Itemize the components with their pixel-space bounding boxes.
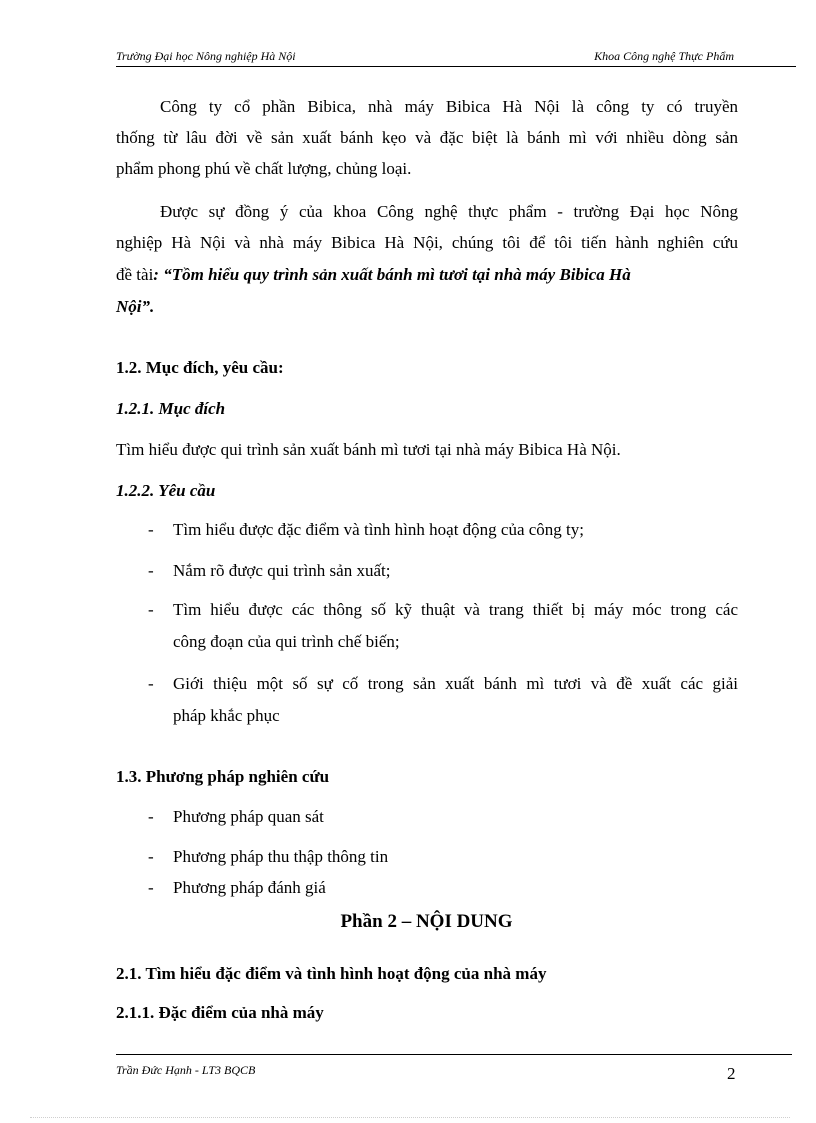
bullet-dash: -	[148, 600, 154, 619]
method-1: Phương pháp quan sát	[173, 807, 324, 826]
intro-p1-line2: thống từ lâu đời về sản xuất bánh kẹo và đặc biệt là bánh mì với nhiều dòng sản	[116, 128, 738, 147]
section-1-2-1-title: 1.2.1. Mục đích	[116, 399, 226, 418]
method-2: Phương pháp thu thập thông tin	[173, 847, 389, 866]
header-faculty: Khoa Công nghệ Thực Phẩm	[594, 49, 734, 63]
intro-p2-line1: Được sự đồng ý của khoa Công nghệ thực phẩm - trường Đại học Nông	[160, 202, 738, 221]
topic-title: : “Tồm hiểu quy trình sản xuất bánh mì tươi tại nhà máy Bibica Hà	[153, 265, 631, 284]
bullet-dash: -	[148, 847, 154, 866]
section-1-2-title: 1.2. Mục đích, yêu cầu:	[116, 358, 284, 377]
page-bottom-dotted-rule	[30, 1117, 790, 1118]
bullet-dash: -	[148, 674, 154, 693]
requirement-3-line1: Tìm hiểu được các thông số kỹ thuật và trang thiết bị máy móc trong các	[173, 600, 738, 619]
section-1-2-2-title: 1.2.2. Yêu cầu	[116, 481, 216, 500]
header-university: Trường Đại học Nông nghiệp Hà Nội	[116, 49, 296, 63]
requirement-2: Nắm rõ được qui trình sản xuất;	[173, 561, 391, 580]
requirement-3-line2: công đoạn của qui trình chế biến;	[173, 632, 400, 651]
requirement-4-line2: pháp khắc phục	[173, 706, 280, 725]
section-2-1-title: 2.1. Tìm hiểu đặc điểm và tình hình hoạt động của nhà máy	[116, 964, 547, 983]
section-1-3-title: 1.3. Phương pháp nghiên cứu	[116, 767, 330, 786]
section-2-1-1-title: 2.1.1. Đặc điểm của nhà máy	[116, 1003, 324, 1022]
bullet-dash: -	[148, 878, 154, 897]
intro-p1-line1: Công ty cổ phần Bibica, nhà máy Bibica Hà Nội là công ty có truyền	[160, 97, 738, 116]
bullet-dash: -	[148, 807, 154, 826]
part-2-title: Phần 2 – NỘI DUNG	[340, 911, 513, 932]
requirement-1: Tìm hiểu được đặc điểm và tình hình hoạt động của công ty;	[173, 520, 584, 539]
method-3: Phương pháp đánh giá	[173, 878, 326, 897]
intro-p2-line3	[116, 265, 738, 284]
page-header	[116, 49, 796, 67]
footer-rule	[116, 1054, 792, 1055]
section-1-2-1-text: Tìm hiểu được qui trình sản xuất bánh mì tươi tại nhà máy Bibica Hà Nội.	[116, 440, 621, 459]
topic-title-end: Nội”.	[116, 297, 155, 316]
requirement-4-line1: Giới thiệu một số sự cố trong sản xuất bánh mì tươi và đề xuất các giải	[173, 674, 738, 693]
footer-author: Trần Đức Hạnh - LT3 BQCB	[116, 1063, 256, 1077]
page-number: 2	[727, 1064, 736, 1083]
bullet-dash: -	[148, 561, 154, 580]
intro-p2-line2: nghiệp Hà Nội và nhà máy Bibica Hà Nội, chúng tôi để tôi tiến hành nghiên cứu	[116, 233, 738, 252]
bullet-dash: -	[148, 520, 154, 539]
topic-label: đề tài	[116, 265, 154, 284]
intro-p1-line3: phẩm phong phú về chất lượng, chủng loại.	[116, 159, 412, 178]
